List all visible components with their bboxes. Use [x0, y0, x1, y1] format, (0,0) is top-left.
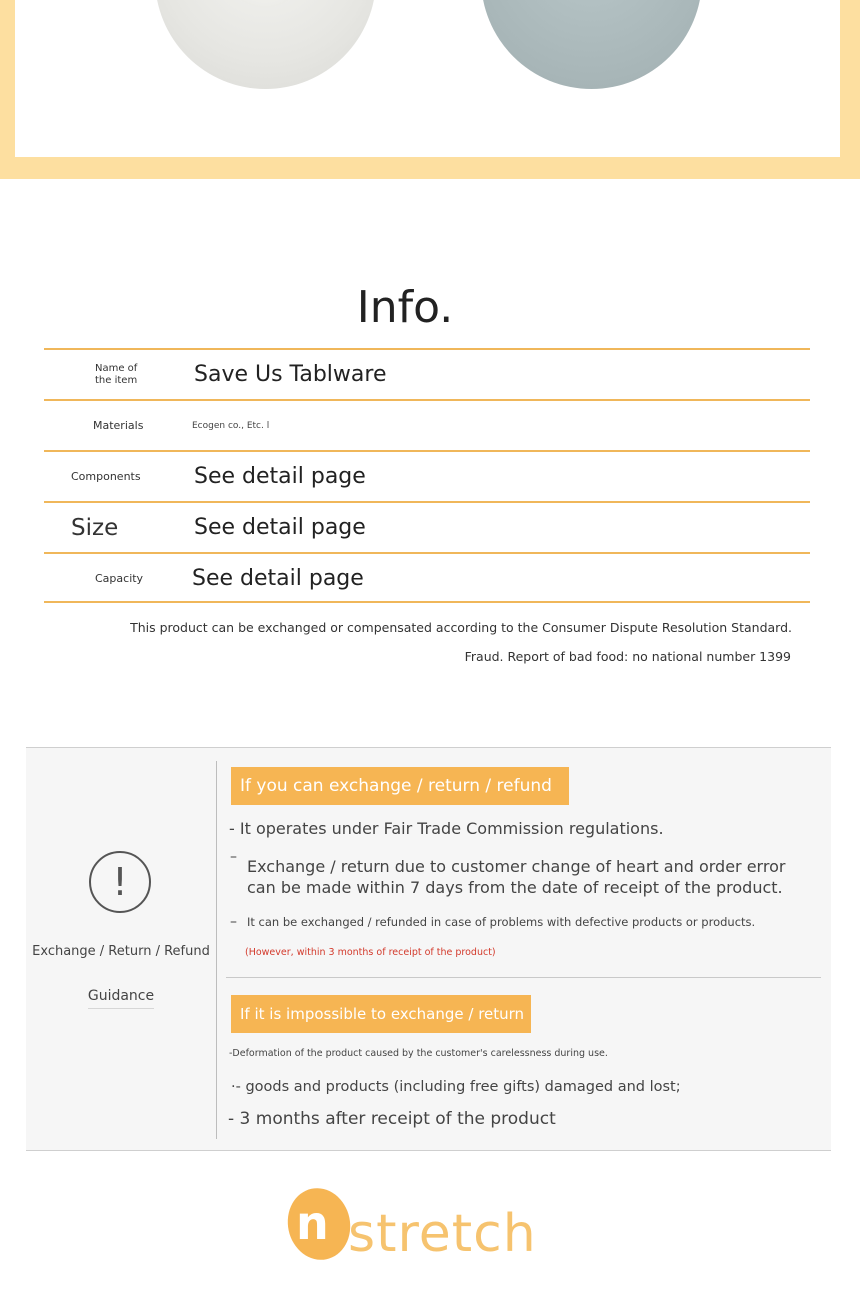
info-label-components: Components: [71, 469, 141, 483]
dash-mark: –: [230, 849, 237, 865]
info-value-components: See detail page: [194, 464, 366, 489]
section-divider: [226, 977, 821, 978]
logo-word: stretch: [348, 1204, 537, 1264]
info-label-size: Size: [71, 514, 119, 541]
info-row-capacity: [44, 552, 810, 603]
info-label-materials: Materials: [93, 418, 144, 432]
guidance-subtitle-text: Guidance: [88, 988, 154, 1009]
possible-line-4: (However, within 3 months of receipt of the product): [245, 947, 496, 958]
guidance-title: Exchange / Return / Refund: [32, 944, 210, 959]
info-title: Info.: [356, 282, 454, 333]
info-value-materials: Ecogen co., Etc. l: [192, 420, 270, 431]
dispute-note: This product can be exchanged or compensated according to the Consumer Dispute Resolution Standard.: [130, 620, 792, 635]
possible-line-2: Exchange / return due to customer change of heart and order error can be made within 7 days from the date of receipt of the product.: [247, 857, 786, 897]
impossible-line-3: - 3 months after receipt of the product: [228, 1109, 556, 1129]
info-value-size: See detail page: [194, 515, 366, 540]
info-row-name: [44, 348, 810, 399]
plate-rim: [225, 0, 305, 8]
info-table: [44, 348, 810, 603]
impossible-heading: If it is impossible to exchange / return: [231, 995, 531, 1033]
impossible-line-2: ·- goods and products (including free gifts) damaged and lost;: [231, 1079, 681, 1095]
exchange-guidance: [26, 747, 831, 1151]
vertical-divider: [216, 761, 217, 1139]
white-plate-image: [155, 0, 376, 89]
alert-circle-icon: !: [89, 851, 151, 913]
info-row-size: [44, 501, 810, 552]
info-value-name: Save Us Tablware: [194, 362, 387, 387]
impossible-line-1: -Deformation of the product caused by the customer's carelessness during use.: [229, 1048, 608, 1059]
top-banner: [0, 0, 860, 179]
info-label-name: [44, 350, 189, 399]
label-line: the item: [95, 374, 138, 386]
fraud-report-note: Fraud. Report of bad food: no national number 1399: [464, 649, 791, 664]
possible-heading: If you can exchange / return / refund: [231, 767, 569, 805]
info-value-capacity: See detail page: [192, 566, 364, 591]
product-photo-area: [15, 0, 840, 157]
info-row-materials: [44, 399, 810, 450]
logo-mark: n: [296, 1196, 329, 1250]
blue-plate-image: [481, 0, 702, 89]
nstretch-logo: [286, 1186, 537, 1270]
info-row-components: [44, 450, 810, 501]
possible-line-3: It can be exchanged / refunded in case of problems with defective products or products.: [247, 915, 756, 929]
label-line: Name of: [95, 362, 138, 374]
guidance-subtitle: [26, 988, 216, 1004]
dash-mark: –: [230, 914, 237, 930]
possible-line-1: - It operates under Fair Trade Commission regulations.: [229, 819, 664, 838]
info-label-capacity: Capacity: [95, 571, 144, 585]
